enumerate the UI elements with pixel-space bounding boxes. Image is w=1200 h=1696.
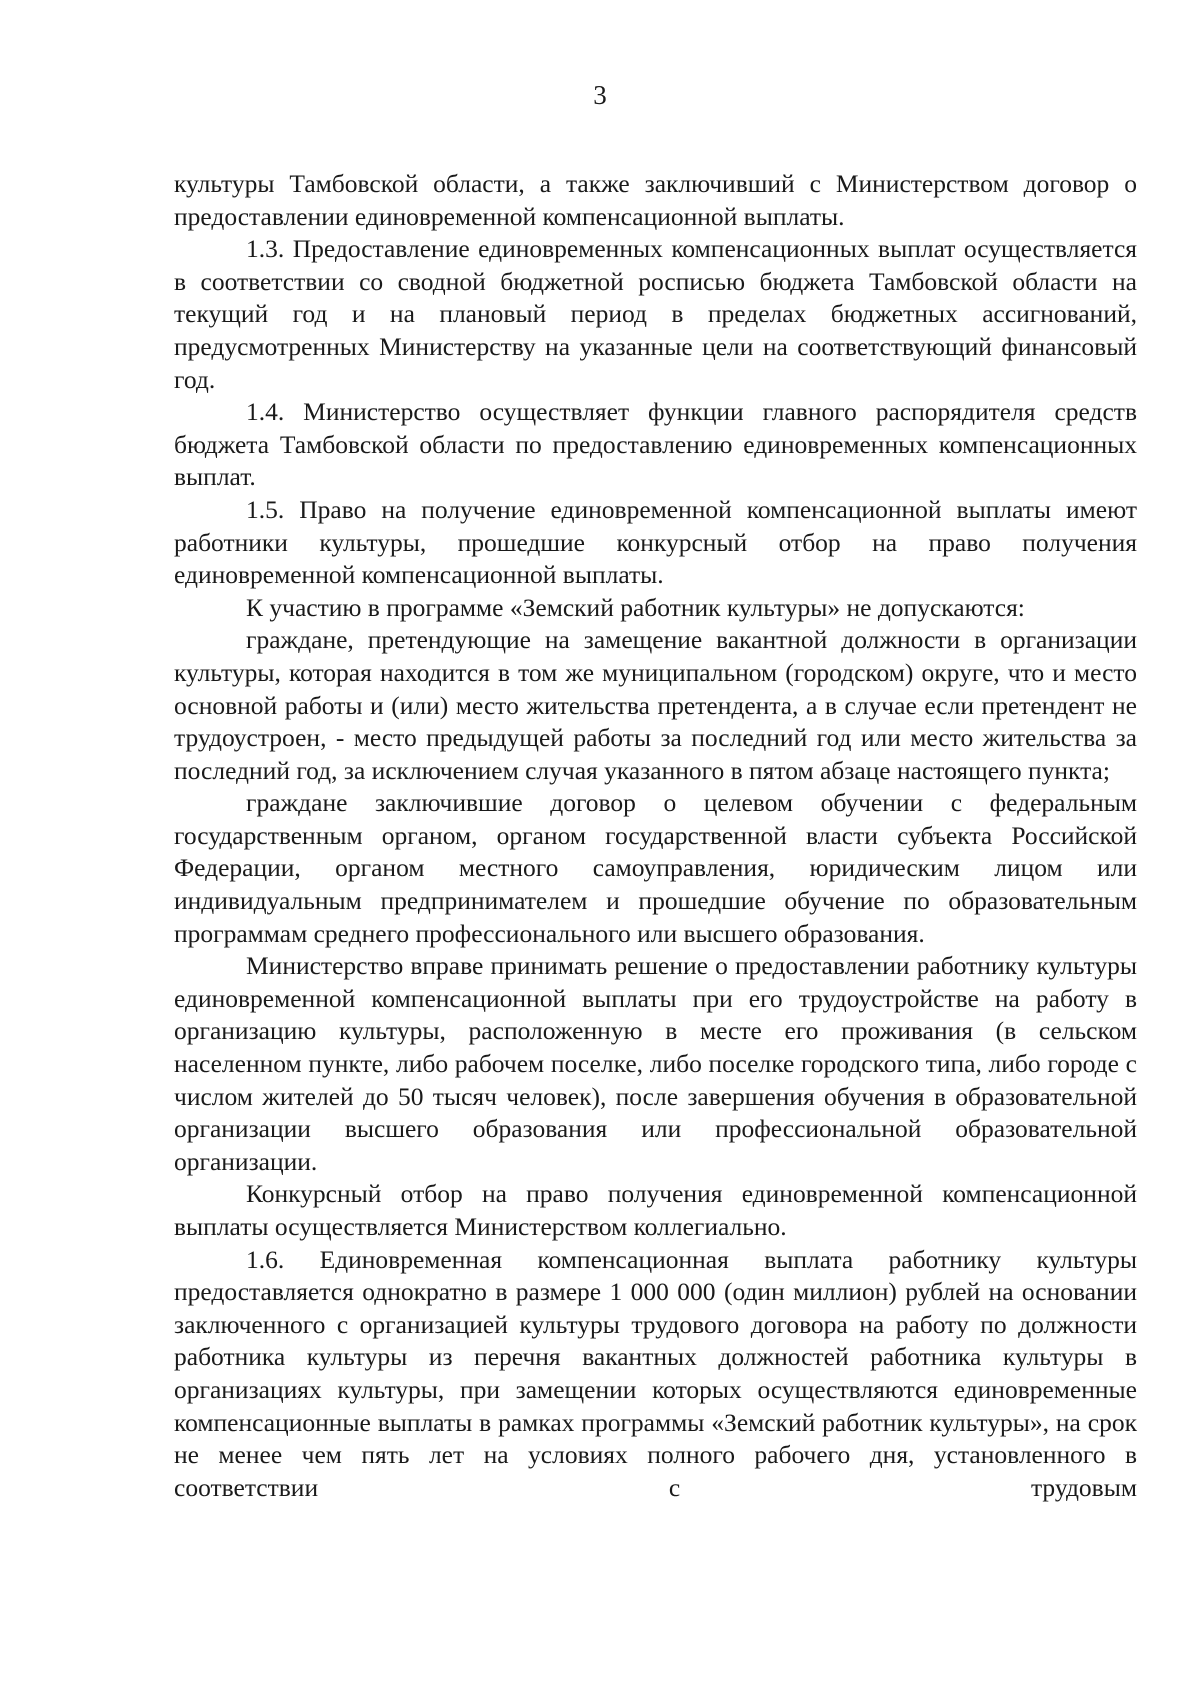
paragraph-1-6: 1.6. Единовременная компенсационная выплата работнику культуры предоставляется однократно в размере 1 000 000 (один миллион) рублей на основании заключенного с организацией культуры трудового договора на работу по должности работника культуры из перечня вакантных должностей работника культуры в организациях культуры, при замещении которых осуществляются единовременные компенсационные выплаты в рамках программы «Земский работник культуры», на срок не менее чем пять лет на условиях полного рабочего дня, установленного в соответствии с трудовым <box>174 1244 1137 1502</box>
paragraph-continuation: культуры Тамбовской области, а также заключивший с Министерством договор о предоставлении единовременной компенсационной выплаты. <box>174 169 1137 231</box>
paragraph-1-4: 1.4. Министерство осуществляет функции главного распорядителя средств бюджета Тамбовской области по предоставлению единовременных компенсационных выплат. <box>174 397 1137 492</box>
paragraph-exclusions-intro: К участию в программе «Земский работник культуры» не допускаются: <box>246 592 1025 622</box>
paragraph-1-5: 1.5. Право на получение единовременной компенсационной выплаты имеют работники культуры, прошедшие конкурсный отбор на право получения единовременной компенсационной выплаты. <box>174 494 1137 590</box>
document-body <box>174 168 1137 1504</box>
paragraph-exclusion-1: граждане, претендующие на замещение вакантной должности в организации культуры, которая находится в том же муниципальном (городском) округе, что и место основной работы и (или) место жительства претендента, а в случае если претендент не трудоустроен, - место предыдущей работы за последний год или место жительства за последний год, за исключением случая указанного в пятом абзаце настоящего пункта; <box>174 625 1137 785</box>
paragraph-1-3: 1.3. Предоставление единовременных компенсационных выплат осуществляется в соответствии со сводной бюджетной росписью бюджета Тамбовской области на текущий год и на плановый период в пределах бюджетных ассигнований, предусмотренных Министерству на указанные цели на соответствующий финансовый год. <box>174 234 1137 394</box>
paragraph-competitive-selection: Конкурсный отбор на право получения единовременной компенсационной выплаты осуществляется Министерством коллегиально. <box>174 1179 1137 1241</box>
page-number: 3 <box>593 80 607 110</box>
paragraph-ministry-decision: Министерство вправе принимать решение о предоставлении работнику культуры единовременной компенсационной выплаты при его трудоустройстве на работу в организацию культуры, расположенную в месте его проживания (в сельском населенном пункте, либо рабочем поселке, либо поселке городского типа, либо городе с числом жителей до 50 тысяч человек), после завершения обучения в образовательной организации высшего образования или профессиональной образовательной организации. <box>174 951 1137 1176</box>
paragraph-exclusion-2: граждане заключившие договор о целевом обучении с федеральным государственным органом, органом государственной власти субъекта Российской Федерации, органом местного самоуправления, юридическим лицом или индивидуальным предпринимателем и прошедшие обучение по образовательным программам среднего профессионального или высшего образования. <box>174 788 1137 948</box>
